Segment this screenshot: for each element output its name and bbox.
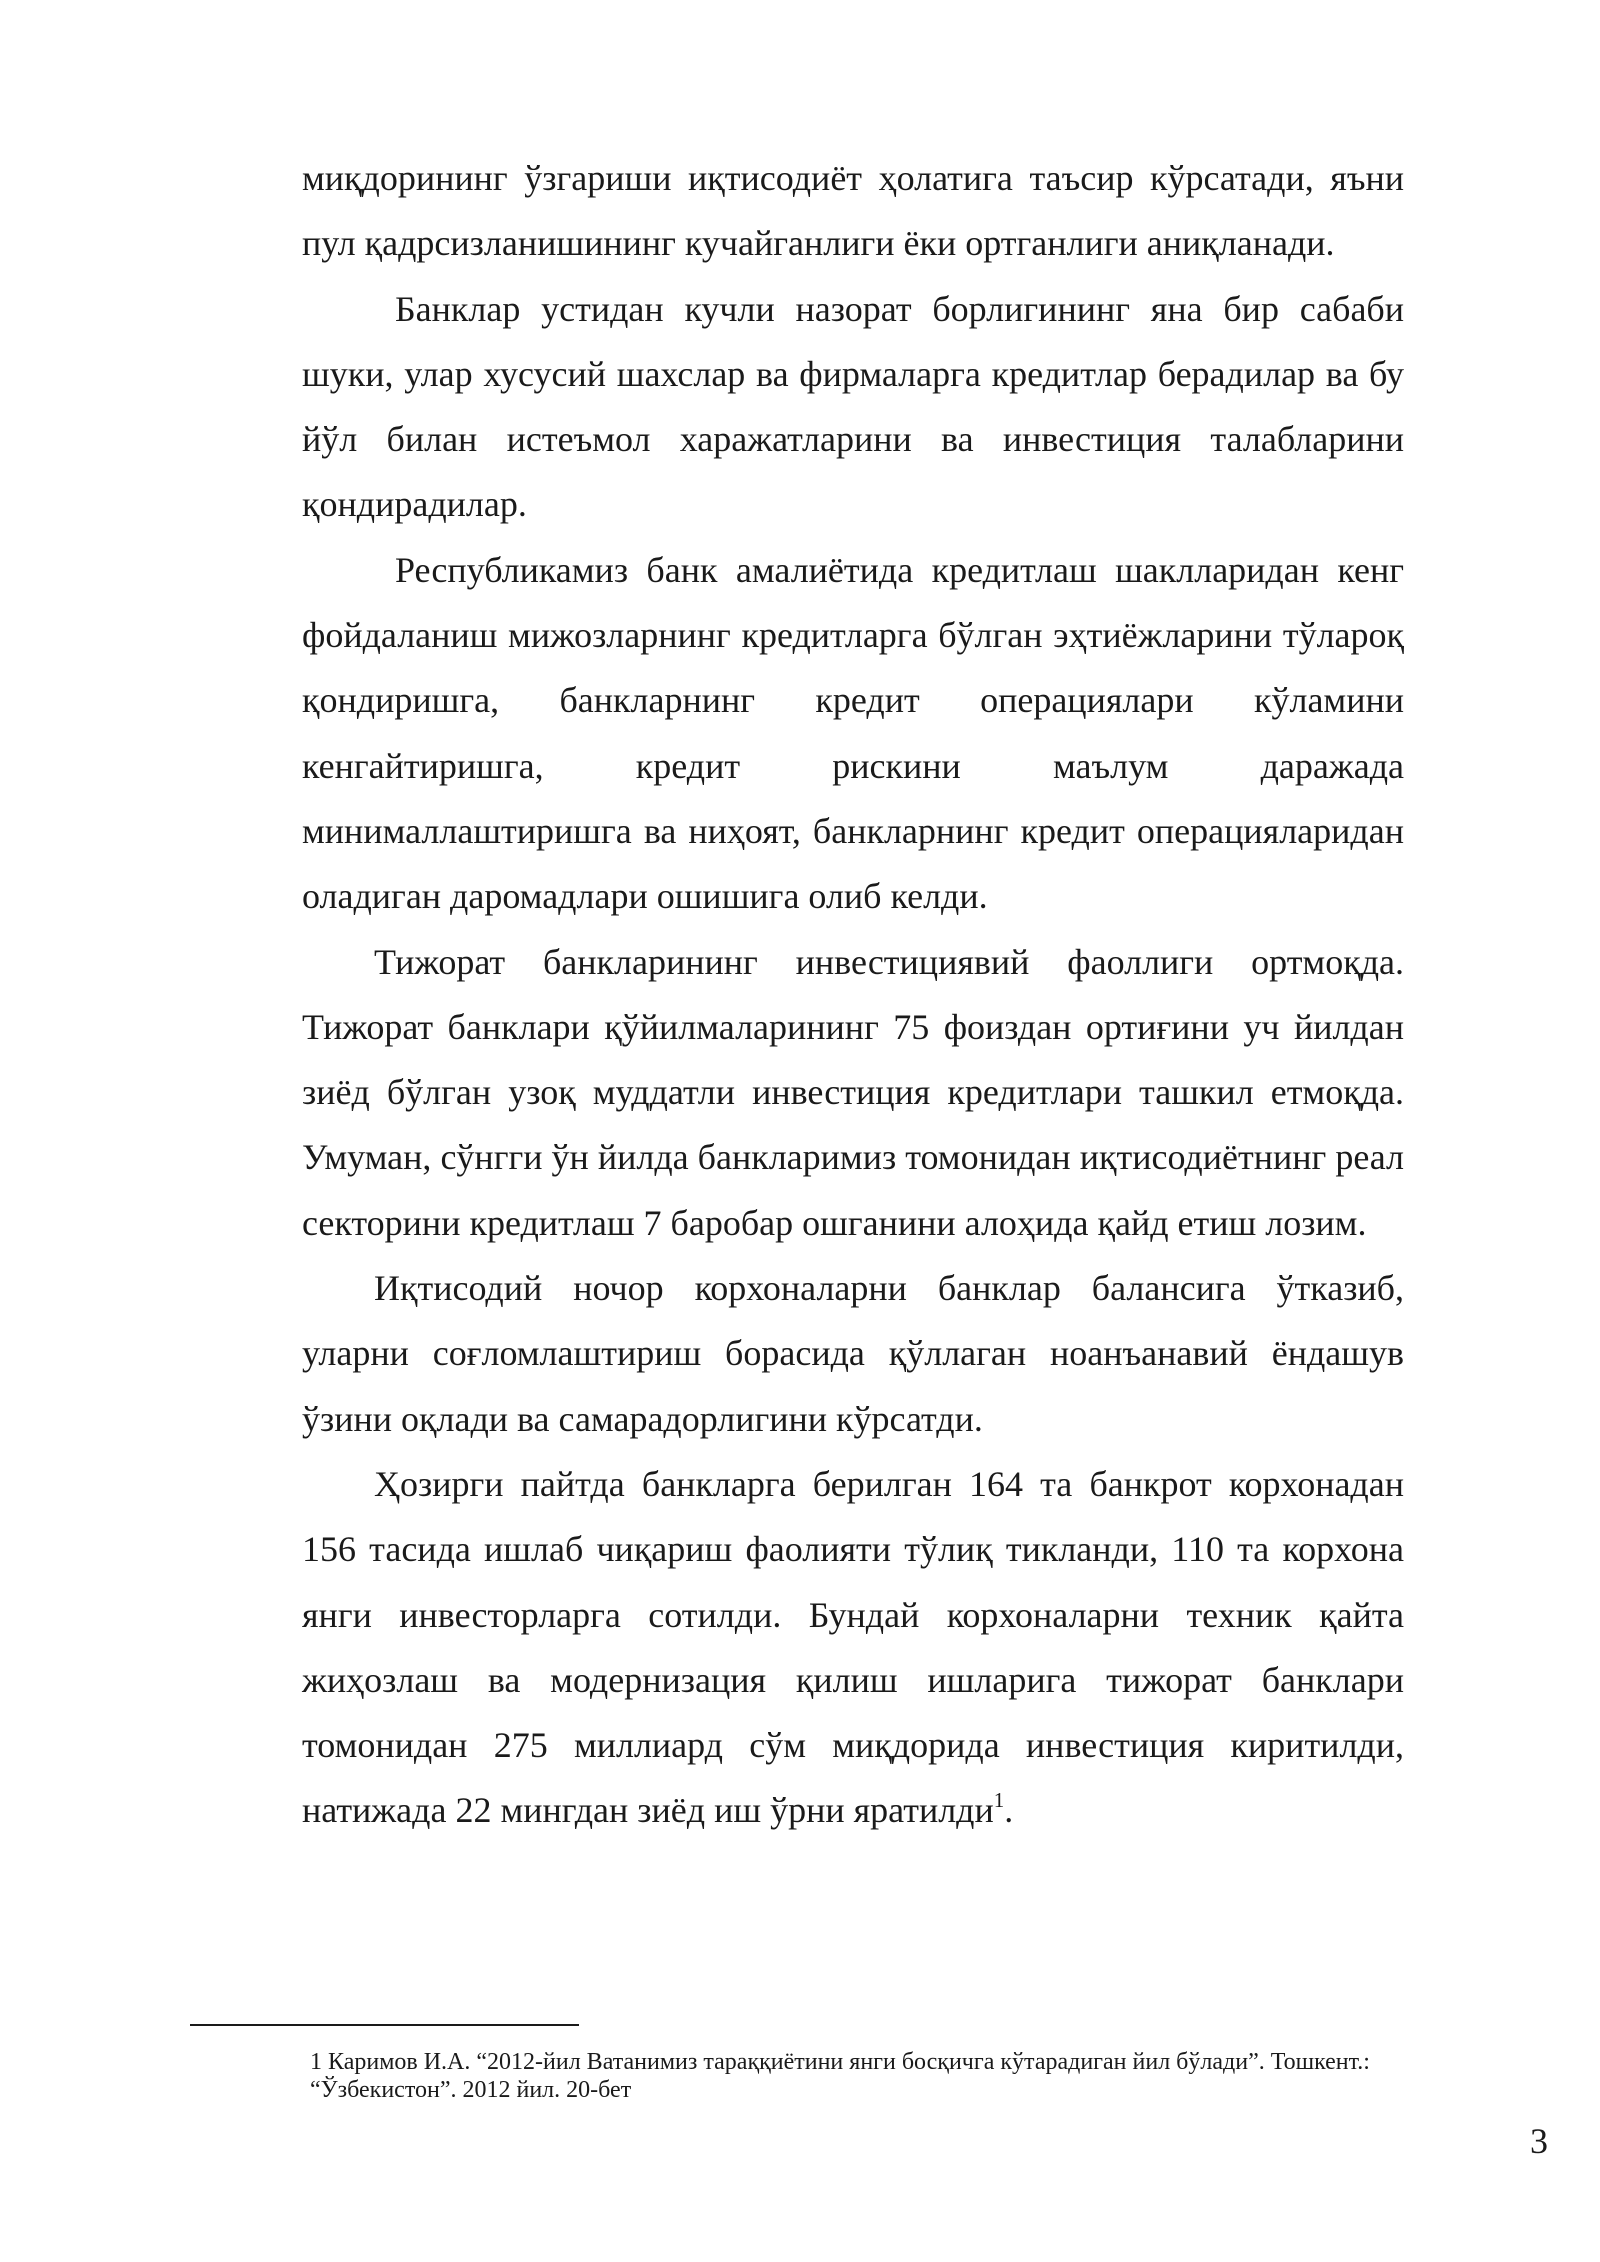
page-number: 3 xyxy=(1530,2121,1548,2161)
body-text xyxy=(302,146,1404,1844)
paragraph-with-footnote xyxy=(302,1452,1404,1844)
footnote-number: 1 xyxy=(310,2049,322,2075)
final-period: . xyxy=(1004,1790,1014,1831)
paragraph: Тижорат банкларининг инвестициявий фаоллиги ортмоқда. Тижорат банклари қўйилмаларининг 75 фоиздан ортиғини уч йилдан зиёд бўлган узоқ муддатли инвестиция кредитлари ташкил етмоқда. Умуман, сўнгги ўн йилда банкларимиз томонидан иқтисодиётнинг реал секторини кредитлаш 7 баробар ошганини алоҳида қайд етиш лозим. xyxy=(302,941,1404,1243)
footnote-text: Каримов И.А. “2012-йил Ватанимиз тараққиётини янги босқичга кўтарадиган йил бўлади”. Тошкент.: “Ўзбекистон”. 2012 йил. 20-бет xyxy=(310,2049,1370,2103)
footnote xyxy=(310,2048,1510,2104)
paragraph: Банклар устидан кучли назорат борлигининг яна бир сабаби шуки, улар хусусий шахслар ва фирмаларга кредитлар берадилар ва бу йўл билан истеъмол харажатларини ва инвестиция талабларини қондирадилар. xyxy=(302,288,1404,525)
footnote-reference[interactable]: 1 xyxy=(993,1788,1005,1813)
paragraph: Республикамиз банк амалиётида кредитлаш шаклларидан кенг фойдаланиш мижозларнинг кредитларга бўлган эҳтиёжларини тўлароқ қондиришга, банкларнинг кредит операциялари кўламини кенгайтиришга, кредит рискини маълум даражада минималлаштиришга ва ниҳоят, банкларнинг кредит операцияларидан оладиган даромадлари ошишига олиб келди. xyxy=(302,549,1404,917)
paragraph-text: Ҳозирги пайтда банкларга берилган 164 та банкрот корхонадан 156 тасида ишлаб чиқариш фаолияти тўлиқ тикланди, 110 та корхона янги инвесторларга сотилди. Бундай корхоналарни техник қайта жиҳозлаш ва модернизация қилиш ишларига тижорат банклари томонидан 275 миллиард сўм миқдорида инвестиция киритилди, натижада 22 мингдан зиёд иш ўрни яратилди xyxy=(302,1463,1404,1831)
paragraph: миқдорининг ўзгариши иқтисодиёт ҳолатига таъсир кўрсатади, яъни пул қадрсизланишининг кучайганлиги ёки ортганлиги аниқланади. xyxy=(302,158,1404,264)
footnote-separator xyxy=(190,2024,579,2026)
paragraph: Иқтисодий ночор корхоналарни банклар балансига ўтказиб, уларни соғломлаштириш борасида қўллаган ноанъанавий ёндашув ўзини оқлади ва самарадорлигини кўрсатди. xyxy=(302,1268,1404,1439)
